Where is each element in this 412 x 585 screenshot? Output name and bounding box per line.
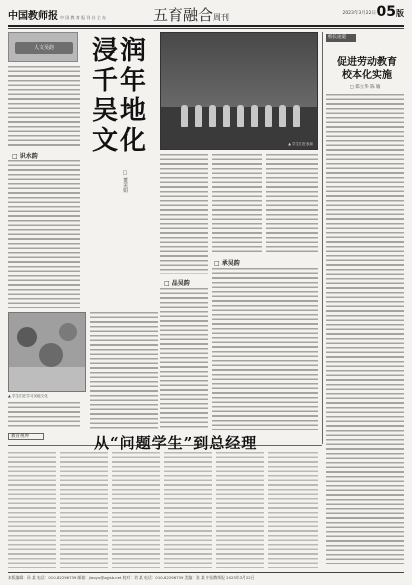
sidebar-section-tag: 校长论道 — [326, 34, 356, 42]
footer-rule — [8, 572, 404, 573]
bottom-section-tag: 教育视界 — [8, 433, 44, 440]
sidebar-title — [330, 56, 404, 82]
student-photo-caption: ▲ 学生们在学习吴地文化 — [8, 394, 48, 398]
subhead-1: □ 识水韵 — [12, 153, 38, 160]
subhead-3: □ 承吴韵 — [214, 260, 240, 267]
body-text-block — [8, 66, 80, 148]
masthead — [8, 4, 404, 24]
paper-subtitle: 中 国 教 育 报 刊 社 主 办 — [60, 15, 107, 20]
bottom-body-text — [216, 452, 264, 568]
issue-date: 2023年3月22日 — [342, 11, 376, 16]
sidebar-byline: □ 郑立华 陈 敏 — [349, 85, 381, 90]
sidebar-divider — [322, 32, 323, 444]
article-header-banner — [8, 32, 78, 62]
sidebar-title-line-2: 校本化实施 — [342, 70, 392, 81]
bottom-body-text — [164, 452, 212, 568]
bottom-body-text — [112, 452, 160, 568]
body-text-block — [160, 154, 208, 274]
student-photo — [8, 312, 86, 392]
column-suffix: 周刊 — [213, 13, 230, 22]
masthead-rule — [8, 25, 404, 27]
sidebar-body-text — [326, 94, 404, 564]
sidebar-title-line-1: 促进劳动教育 — [337, 57, 397, 68]
bottom-body-text — [8, 452, 56, 568]
bottom-article-title: 从“问题学生”到总经理 — [94, 434, 258, 452]
footer-info: 本版编辑：孙 某 电话：010-82296739 邮箱：jiaoyu@zgjsb.net 校对：刘 某 电话：010-82296739 美编：张 某 中国教师报 2023年3月22日 — [8, 575, 255, 580]
body-text-block — [8, 402, 80, 428]
column-title: 五育融合周刊 — [153, 6, 230, 24]
bottom-body-text — [268, 452, 318, 568]
body-text-block — [266, 154, 318, 254]
body-text-block — [160, 288, 208, 430]
main-article-title: 浸润千年吴地文化 — [92, 36, 149, 156]
subhead-2: □ 品吴韵 — [164, 280, 190, 287]
performance-photo-caption: ▲ 学生们在表演 — [288, 142, 313, 146]
masthead-rule-thin — [8, 28, 404, 29]
banner-text: 人文吴韵 — [33, 45, 54, 51]
page-suffix: 版 — [396, 9, 404, 18]
page-number: 05版 — [376, 4, 404, 20]
performance-photo — [160, 32, 318, 150]
body-text-block — [8, 160, 80, 308]
main-article-byline: □ 董美娟 — [122, 170, 128, 193]
paper-name: 中国教师报 中 国 教 育 报 刊 社 主 办 — [8, 11, 107, 22]
bottom-body-text — [60, 452, 108, 568]
body-text-block — [90, 312, 158, 430]
body-text-block — [212, 154, 262, 254]
body-text-block — [212, 268, 318, 430]
